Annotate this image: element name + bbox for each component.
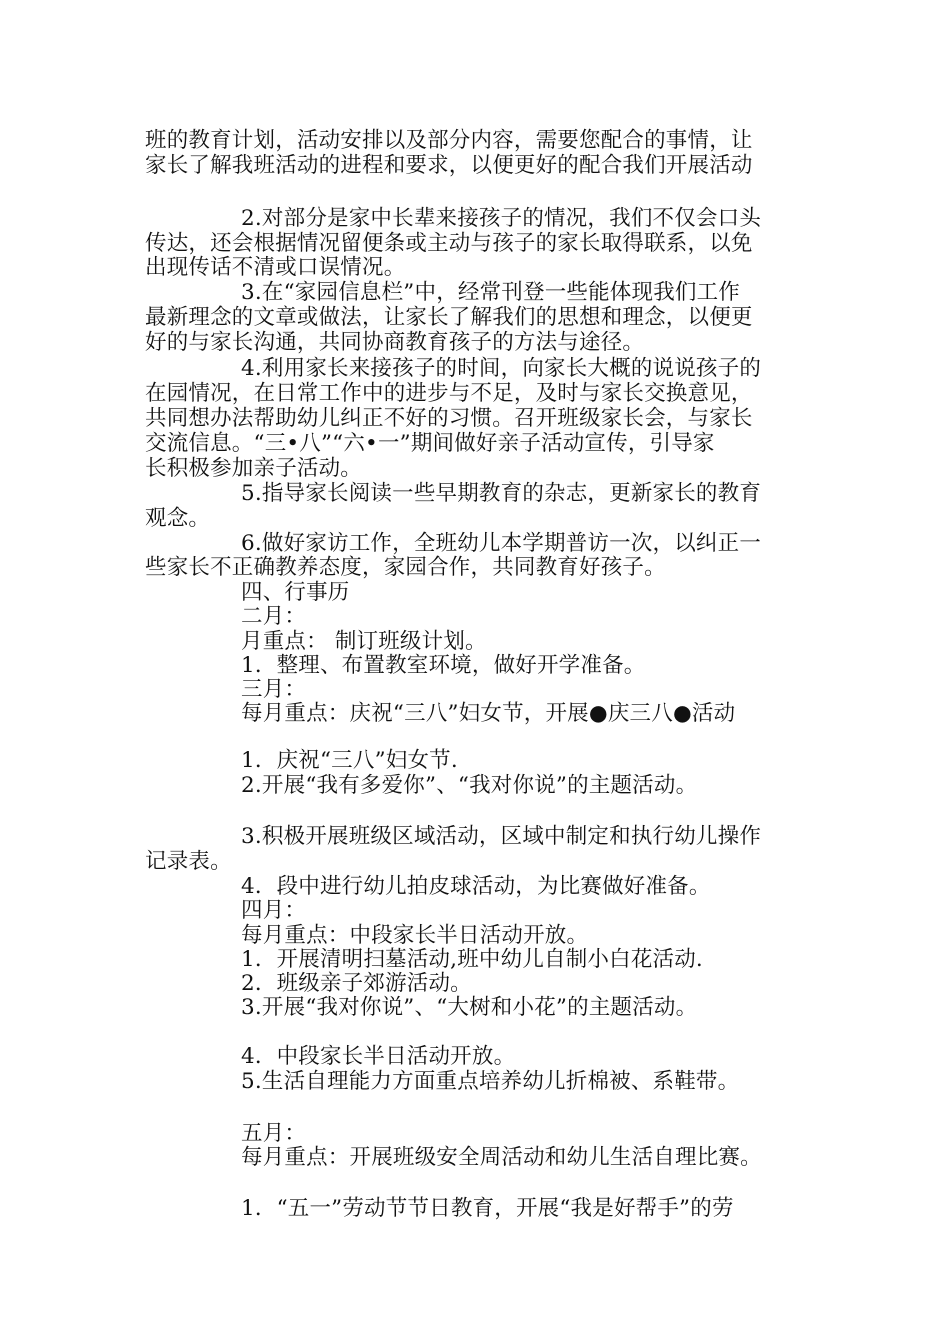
text-line: 每月重点：庆祝“三八”妇女节，开展●庆三八●活动: [241, 701, 736, 726]
text-line: 共同想办法帮助幼儿纠正不好的习惯。召开班级家长会，与家长: [145, 406, 753, 431]
month-heading: 三月：: [241, 677, 307, 702]
month-heading: 五月：: [241, 1121, 307, 1146]
text-line: 4.利用家长来接孩子的时间，向家长大概的说说孩子的: [241, 356, 762, 381]
text-line: 在园情况，在日常工作中的进步与不足，及时与家长交换意见，: [145, 381, 753, 406]
text-line: 好的与家长沟通，共同协商教育孩子的方法与途径。: [145, 330, 645, 355]
text-line: 3.开展“我对你说”、“大树和小花”的主题活动。: [241, 995, 698, 1020]
month-heading: 四月：: [241, 898, 307, 923]
month-heading: 二月：: [241, 604, 307, 629]
text-line: 1．整理、布置教室环境，做好开学准备。: [241, 653, 646, 678]
text-line: 5.指导家长阅读一些早期教育的杂志，更新家长的教育: [241, 481, 762, 506]
text-line: 4．段中进行幼儿拍皮球活动，为比赛做好准备。: [241, 874, 711, 899]
text-line: 3.积极开展班级区域活动，区域中制定和执行幼儿操作: [241, 824, 762, 849]
text-line: 每月重点：开展班级安全周活动和幼儿生活自理比赛。: [241, 1145, 762, 1170]
text-line: 传达，还会根据情况留便条或主动与孩子的家长取得联系，以免: [145, 231, 753, 256]
text-line: 2．班级亲子郊游活动。: [241, 971, 472, 996]
text-line: 观念。: [145, 506, 211, 531]
text-line: 6.做好家访工作，全班幼儿本学期普访一次，以纠正一: [241, 531, 762, 556]
text-line: 长积极参加亲子活动。: [145, 456, 363, 481]
text-line: 月重点： 制订班级计划。: [241, 629, 487, 654]
text-line: 家长了解我班活动的进程和要求，以便更好的配合我们开展活动: [145, 153, 753, 178]
text-line: 些家长不正确教养态度，家园合作，共同教育好孩子。: [145, 555, 666, 580]
text-line: 最新理念的文章或做法，让家长了解我们的思想和理念，以便更: [145, 305, 753, 330]
text-line: 1．庆祝“三八”妇女节.: [241, 748, 458, 773]
text-line: 1．“五一”劳动节节日教育，开展“我是好帮手”的劳: [241, 1196, 734, 1221]
text-line: 班的教育计划，活动安排以及部分内容，需要您配合的事情，让: [145, 128, 753, 153]
text-line: 出现传话不清或口误情况。: [145, 255, 406, 280]
text-line: 1．开展清明扫墓活动,班中幼儿自制小白花活动.: [241, 947, 703, 972]
text-line: 2.对部分是家中长辈来接孩子的情况，我们不仅会口头: [241, 206, 762, 231]
text-line: 2.开展“我有多爱你”、“我对你说”的主题活动。: [241, 773, 698, 798]
text-line: 每月重点：中段家长半日活动开放。: [241, 923, 589, 948]
text-line: 3.在“家园信息栏”中，经常刊登一些能体现我们工作: [241, 280, 740, 305]
text-line: 5.生活自理能力方面重点培养幼儿折棉被、系鞋带。: [241, 1069, 740, 1094]
text-line: 交流信息。“三•八”“六•一”期间做好亲子活动宣传，引导家: [145, 431, 715, 456]
text-line: 4．中段家长半日活动开放。: [241, 1044, 516, 1069]
section-heading: 四、行事历: [241, 580, 350, 605]
text-line: 记录表。: [145, 849, 232, 874]
